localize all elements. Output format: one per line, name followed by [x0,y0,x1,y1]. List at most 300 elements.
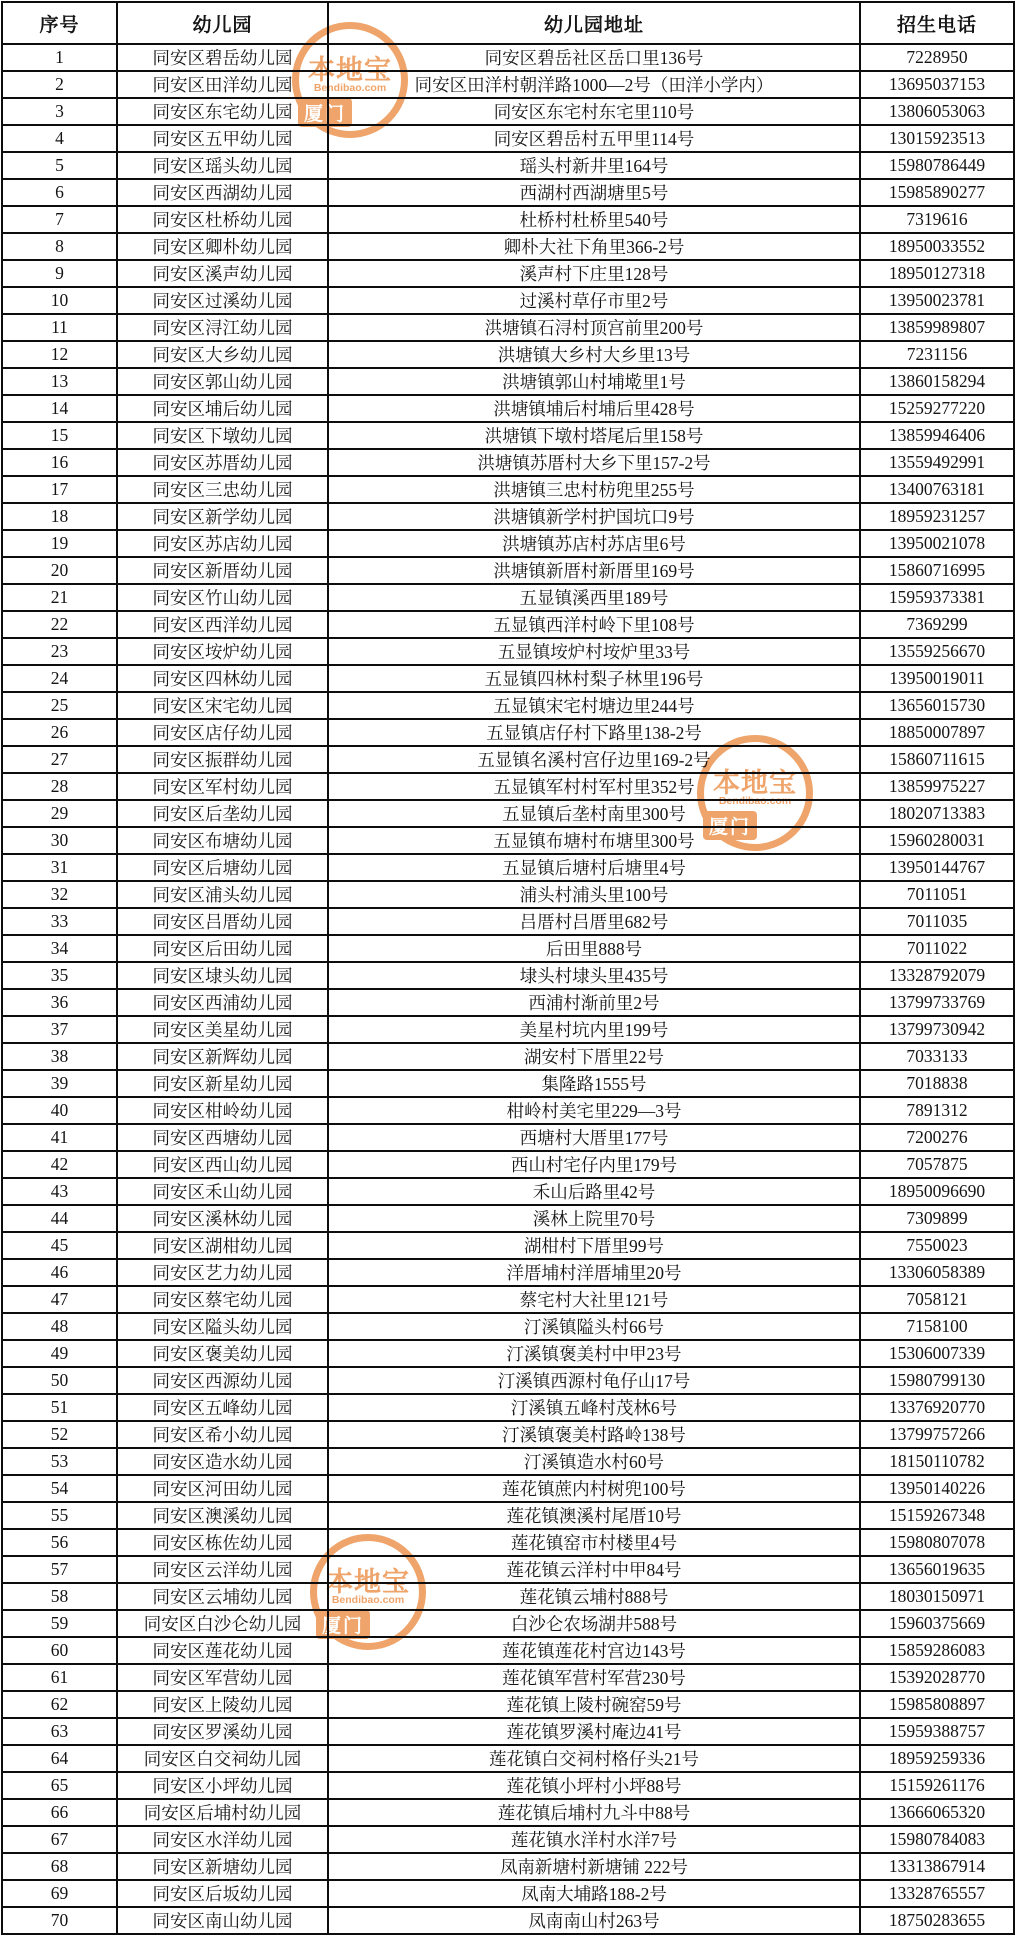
table-row [2,1556,1014,1583]
cell-name: 同安区新星幼儿园 [117,1070,328,1097]
cell-index: 60 [2,1637,117,1664]
table-row [2,1664,1014,1691]
cell-name: 同安区垵炉幼儿园 [117,638,328,665]
cell-index: 51 [2,1394,117,1421]
table-row [2,935,1014,962]
cell-index: 35 [2,962,117,989]
cell-phone: 18850007897 [860,719,1014,746]
cell-address: 莲花镇后埔村九斗中88号 [328,1799,860,1826]
cell-address: 西山村宅仔内里179号 [328,1151,860,1178]
table-row [2,611,1014,638]
cell-index: 42 [2,1151,117,1178]
cell-index: 30 [2,827,117,854]
cell-phone: 13799730942 [860,1016,1014,1043]
cell-phone: 15306007339 [860,1340,1014,1367]
cell-phone: 15985890277 [860,179,1014,206]
cell-name: 同安区蔡宅幼儿园 [117,1286,328,1313]
cell-index: 31 [2,854,117,881]
header-name: 幼儿园 [117,2,328,44]
cell-address: 汀溪镇褒美村路岭138号 [328,1421,860,1448]
cell-index: 4 [2,125,117,152]
cell-index: 28 [2,773,117,800]
cell-index: 57 [2,1556,117,1583]
table-row [2,1799,1014,1826]
cell-index: 10 [2,287,117,314]
cell-address: 蔡宅村大社里121号 [328,1286,860,1313]
watermark-title: 本地宝 [713,768,797,798]
cell-index: 36 [2,989,117,1016]
cell-phone: 15959373381 [860,584,1014,611]
cell-index: 12 [2,341,117,368]
table-row [2,854,1014,881]
cell-phone: 18959231257 [860,503,1014,530]
cell-phone: 18750283655 [860,1907,1014,1934]
cell-index: 52 [2,1421,117,1448]
cell-phone: 13799757266 [860,1421,1014,1448]
cell-address: 过溪村草仔市里2号 [328,287,860,314]
cell-phone: 7011051 [860,881,1014,908]
table-row [2,260,1014,287]
cell-address: 湖柑村下厝里99号 [328,1232,860,1259]
cell-index: 66 [2,1799,117,1826]
table-body [2,44,1014,1934]
table-row [2,1097,1014,1124]
cell-address: 西湖村西湖塘里5号 [328,179,860,206]
cell-name: 同安区三忠幼儿园 [117,476,328,503]
cell-phone: 7057875 [860,1151,1014,1178]
cell-address: 五显镇溪西里189号 [328,584,860,611]
cell-address: 莲花镇军营村军营230号 [328,1664,860,1691]
cell-name: 同安区后塘幼儿园 [117,854,328,881]
cell-index: 13 [2,368,117,395]
cell-phone: 15960280031 [860,827,1014,854]
table-row [2,1232,1014,1259]
cell-name: 同安区浦头幼儿园 [117,881,328,908]
cell-index: 49 [2,1340,117,1367]
cell-phone: 7011035 [860,908,1014,935]
cell-address: 汀溪镇褒美村中甲23号 [328,1340,860,1367]
table-row [2,719,1014,746]
table-row [2,422,1014,449]
cell-name: 同安区郭山幼儿园 [117,368,328,395]
cell-name: 同安区浔江幼儿园 [117,314,328,341]
cell-address: 白沙仑农场湖井588号 [328,1610,860,1637]
cell-name: 同安区新学幼儿园 [117,503,328,530]
cell-name: 同安区下墩幼儿园 [117,422,328,449]
cell-address: 柑岭村美宅里229—3号 [328,1097,860,1124]
cell-phone: 15960375669 [860,1610,1014,1637]
cell-address: 溪林上院里70号 [328,1205,860,1232]
cell-name: 同安区湖柑幼儿园 [117,1232,328,1259]
table-row [2,233,1014,260]
cell-name: 同安区美星幼儿园 [117,1016,328,1043]
cell-phone: 7018838 [860,1070,1014,1097]
cell-name: 同安区西洋幼儿园 [117,611,328,638]
cell-phone: 7158100 [860,1313,1014,1340]
table-row [2,692,1014,719]
watermark-city-badge: 厦门 [298,98,352,127]
cell-address: 五显镇名溪村宫仔边里169-2号 [328,746,860,773]
cell-address: 洋厝埔村洋厝埔里20号 [328,1259,860,1286]
cell-name: 同安区溪声幼儿园 [117,260,328,287]
table-row [2,1286,1014,1313]
cell-index: 22 [2,611,117,638]
table-row [2,1907,1014,1934]
cell-name: 同安区隘头幼儿园 [117,1313,328,1340]
cell-address: 莲花镇云埔村888号 [328,1583,860,1610]
cell-index: 5 [2,152,117,179]
table-row [2,449,1014,476]
cell-index: 1 [2,44,117,71]
cell-name: 同安区布塘幼儿园 [117,827,328,854]
cell-index: 64 [2,1745,117,1772]
cell-name: 同安区河田幼儿园 [117,1475,328,1502]
cell-address: 莲花镇白交祠村格仔头21号 [328,1745,860,1772]
table-row [2,1151,1014,1178]
table-row [2,179,1014,206]
watermark-title: 本地宝 [326,1567,410,1597]
cell-index: 47 [2,1286,117,1313]
cell-phone: 15980784083 [860,1826,1014,1853]
header-row [2,2,1014,44]
cell-index: 19 [2,530,117,557]
cell-phone: 15980786449 [860,152,1014,179]
table-row [2,638,1014,665]
cell-name: 同安区希小幼儿园 [117,1421,328,1448]
table-row [2,1691,1014,1718]
cell-address: 五显镇西洋村岭下里108号 [328,611,860,638]
cell-name: 同安区新厝幼儿园 [117,557,328,584]
cell-phone: 18959259336 [860,1745,1014,1772]
table-row [2,1583,1014,1610]
cell-name: 同安区西湖幼儿园 [117,179,328,206]
table-row [2,1880,1014,1907]
table-row [2,908,1014,935]
cell-name: 同安区吕厝幼儿园 [117,908,328,935]
cell-name: 同安区后田幼儿园 [117,935,328,962]
table-row [2,1340,1014,1367]
table-row [2,1070,1014,1097]
table-row [2,1502,1014,1529]
cell-index: 46 [2,1259,117,1286]
cell-phone: 18150110782 [860,1448,1014,1475]
cell-phone: 15860716995 [860,557,1014,584]
cell-address: 洪塘镇郭山村埔墘里1号 [328,368,860,395]
cell-name: 同安区后埔村幼儿园 [117,1799,328,1826]
cell-address: 洪塘镇新厝村新厝里169号 [328,557,860,584]
table-row [2,1637,1014,1664]
cell-phone: 13313867914 [860,1853,1014,1880]
cell-index: 3 [2,98,117,125]
table-row [2,1421,1014,1448]
table-row [2,962,1014,989]
cell-phone: 18020713383 [860,800,1014,827]
cell-address: 西浦村渐前里2号 [328,989,860,1016]
cell-phone: 15980807078 [860,1529,1014,1556]
cell-index: 68 [2,1853,117,1880]
cell-address: 同安区碧岳村五甲里114号 [328,125,860,152]
cell-phone: 7309899 [860,1205,1014,1232]
cell-phone: 13656019635 [860,1556,1014,1583]
cell-name: 同安区水洋幼儿园 [117,1826,328,1853]
cell-index: 6 [2,179,117,206]
cell-index: 9 [2,260,117,287]
cell-name: 同安区溪林幼儿园 [117,1205,328,1232]
cell-index: 2 [2,71,117,98]
cell-phone: 18030150971 [860,1583,1014,1610]
table-row [2,1043,1014,1070]
table-row [2,1178,1014,1205]
cell-phone: 13328765557 [860,1880,1014,1907]
cell-name: 同安区宋宅幼儿园 [117,692,328,719]
cell-address: 莲花镇窑市村楼里4号 [328,1529,860,1556]
cell-phone: 13859989807 [860,314,1014,341]
cell-name: 同安区卿朴幼儿园 [117,233,328,260]
watermark-city-badge: 厦门 [703,811,757,840]
watermark-city-badge: 厦门 [316,1610,370,1639]
table-row [2,1853,1014,1880]
cell-address: 凤南新塘村新塘铺 222号 [328,1853,860,1880]
watermark-domain: Bendibao.com [313,82,387,94]
cell-index: 18 [2,503,117,530]
cell-phone: 18950033552 [860,233,1014,260]
cell-name: 同安区四林幼儿园 [117,665,328,692]
table-row [2,584,1014,611]
cell-address: 凤南大埔路188-2号 [328,1880,860,1907]
table-row [2,827,1014,854]
cell-index: 16 [2,449,117,476]
cell-phone: 13400763181 [860,476,1014,503]
cell-phone: 15392028770 [860,1664,1014,1691]
table-row [2,1205,1014,1232]
table-row [2,341,1014,368]
cell-name: 同安区澳溪幼儿园 [117,1502,328,1529]
cell-name: 同安区竹山幼儿园 [117,584,328,611]
cell-address: 五显镇布塘村布塘里300号 [328,827,860,854]
cell-address: 洪塘镇埔后村埔后里428号 [328,395,860,422]
cell-address: 五显镇宋宅村塘边里244号 [328,692,860,719]
header-phone: 招生电话 [860,2,1014,44]
cell-phone: 13306058389 [860,1259,1014,1286]
cell-index: 63 [2,1718,117,1745]
cell-name: 同安区小坪幼儿园 [117,1772,328,1799]
cell-phone: 13950023781 [860,287,1014,314]
cell-name: 同安区西塘幼儿园 [117,1124,328,1151]
cell-index: 56 [2,1529,117,1556]
cell-address: 五显镇后塘村后塘里4号 [328,854,860,881]
cell-name: 同安区大乡幼儿园 [117,341,328,368]
cell-name: 同安区南山幼儿园 [117,1907,328,1934]
cell-phone: 15980799130 [860,1367,1014,1394]
table-row [2,1259,1014,1286]
cell-name: 同安区瑶头幼儿园 [117,152,328,179]
table-row [2,881,1014,908]
cell-address: 洪塘镇石浔村顶宫前里200号 [328,314,860,341]
cell-index: 37 [2,1016,117,1043]
cell-name: 同安区杜桥幼儿园 [117,206,328,233]
table-row [2,1826,1014,1853]
table-row [2,503,1014,530]
cell-address: 禾山后路里42号 [328,1178,860,1205]
cell-phone: 7011022 [860,935,1014,962]
cell-index: 43 [2,1178,117,1205]
cell-name: 同安区西山幼儿园 [117,1151,328,1178]
cell-address: 洪塘镇苏店村苏店里6号 [328,530,860,557]
table-row [2,1313,1014,1340]
cell-name: 同安区新塘幼儿园 [117,1853,328,1880]
cell-address: 洪塘镇三忠村枋兜里255号 [328,476,860,503]
cell-address: 汀溪镇隘头村66号 [328,1313,860,1340]
cell-phone: 13015923513 [860,125,1014,152]
cell-index: 61 [2,1664,117,1691]
cell-address: 凤南南山村263号 [328,1907,860,1934]
cell-name: 同安区白沙仑幼儿园 [117,1610,328,1637]
cell-name: 同安区五峰幼儿园 [117,1394,328,1421]
cell-address: 莲花镇水洋村水洋7号 [328,1826,860,1853]
cell-index: 7 [2,206,117,233]
cell-name: 同安区苏厝幼儿园 [117,449,328,476]
cell-index: 41 [2,1124,117,1151]
cell-address: 汀溪镇造水村60号 [328,1448,860,1475]
cell-index: 32 [2,881,117,908]
cell-index: 38 [2,1043,117,1070]
cell-address: 吕厝村吕厝里682号 [328,908,860,935]
cell-name: 同安区云洋幼儿园 [117,1556,328,1583]
cell-address: 汀溪镇五峰村茂林6号 [328,1394,860,1421]
table-header [2,2,1014,44]
cell-phone: 7369299 [860,611,1014,638]
table-row [2,395,1014,422]
cell-index: 50 [2,1367,117,1394]
table-row [2,773,1014,800]
cell-name: 同安区西浦幼儿园 [117,989,328,1016]
table-row [2,530,1014,557]
table-row [2,1124,1014,1151]
cell-phone: 7891312 [860,1097,1014,1124]
cell-address: 五显镇垵炉村垵炉里33号 [328,638,860,665]
cell-index: 55 [2,1502,117,1529]
cell-index: 34 [2,935,117,962]
cell-phone: 15859286083 [860,1637,1014,1664]
cell-index: 45 [2,1232,117,1259]
cell-phone: 13559492991 [860,449,1014,476]
cell-index: 69 [2,1880,117,1907]
cell-phone: 13950021078 [860,530,1014,557]
cell-name: 同安区店仔幼儿园 [117,719,328,746]
cell-address: 五显镇店仔村下路里138-2号 [328,719,860,746]
cell-name: 同安区栋佐幼儿园 [117,1529,328,1556]
cell-address: 莲花镇澳溪村尾厝10号 [328,1502,860,1529]
table-row [2,152,1014,179]
cell-address: 浦头村浦头里100号 [328,881,860,908]
cell-phone: 13656015730 [860,692,1014,719]
cell-index: 67 [2,1826,117,1853]
cell-phone: 7231156 [860,341,1014,368]
cell-index: 70 [2,1907,117,1934]
watermark-domain: Bendibao.com [331,1594,405,1606]
cell-address: 五显镇四林村梨子林里196号 [328,665,860,692]
table-row [2,287,1014,314]
cell-address: 洪塘镇下墩村塔尾后里158号 [328,422,860,449]
cell-phone: 15159261176 [860,1772,1014,1799]
header-address: 幼儿园地址 [328,2,860,44]
cell-address: 溪声村下庄里128号 [328,260,860,287]
cell-address: 湖安村下厝里22号 [328,1043,860,1070]
table-row [2,368,1014,395]
table-row [2,476,1014,503]
cell-address: 莲花镇罗溪村庵边41号 [328,1718,860,1745]
cell-phone: 7228950 [860,44,1014,71]
cell-index: 24 [2,665,117,692]
cell-address: 莲花镇小坪村小坪88号 [328,1772,860,1799]
cell-index: 15 [2,422,117,449]
watermark-domain: Bendibao.com [718,795,792,807]
cell-phone: 13666065320 [860,1799,1014,1826]
table-row [2,44,1014,71]
cell-address: 同安区东宅村东宅里110号 [328,98,860,125]
cell-phone: 13950140226 [860,1475,1014,1502]
cell-index: 14 [2,395,117,422]
cell-address: 西塘村大厝里177号 [328,1124,860,1151]
cell-name: 同安区后坂幼儿园 [117,1880,328,1907]
cell-address: 莲花镇莲花村宫边143号 [328,1637,860,1664]
cell-name: 同安区过溪幼儿园 [117,287,328,314]
header-index: 序号 [2,2,117,44]
cell-phone: 13328792079 [860,962,1014,989]
cell-address: 同安区田洋村朝洋路1000—2号（田洋小学内） [328,71,860,98]
kindergarten-table [1,1,1015,1935]
table-row [2,1367,1014,1394]
cell-name: 同安区后垄幼儿园 [117,800,328,827]
cell-phone: 15159267348 [860,1502,1014,1529]
cell-index: 62 [2,1691,117,1718]
cell-name: 同安区云埔幼儿园 [117,1583,328,1610]
cell-index: 27 [2,746,117,773]
cell-address: 五显镇军村村军村里352号 [328,773,860,800]
cell-name: 同安区禾山幼儿园 [117,1178,328,1205]
cell-index: 54 [2,1475,117,1502]
cell-name: 同安区白交祠幼儿园 [117,1745,328,1772]
cell-index: 29 [2,800,117,827]
cell-phone: 13859946406 [860,422,1014,449]
cell-address: 瑶头村新井里164号 [328,152,860,179]
cell-phone: 18950096690 [860,1178,1014,1205]
watermark-title: 本地宝 [308,55,392,85]
table-row [2,1610,1014,1637]
cell-name: 同安区军村幼儿园 [117,773,328,800]
cell-name: 同安区新辉幼儿园 [117,1043,328,1070]
cell-name: 同安区上陵幼儿园 [117,1691,328,1718]
cell-index: 17 [2,476,117,503]
cell-phone: 13950144767 [860,854,1014,881]
cell-index: 40 [2,1097,117,1124]
cell-address: 集隆路1555号 [328,1070,860,1097]
table-row [2,125,1014,152]
cell-phone: 18950127318 [860,260,1014,287]
table-row [2,314,1014,341]
cell-index: 11 [2,314,117,341]
cell-address: 洪塘镇大乡村大乡里13号 [328,341,860,368]
cell-name: 同安区苏店幼儿园 [117,530,328,557]
cell-phone: 13376920770 [860,1394,1014,1421]
cell-phone: 7319616 [860,206,1014,233]
cell-address: 埭头村埭头里435号 [328,962,860,989]
table-row [2,1016,1014,1043]
table-row [2,206,1014,233]
cell-name: 同安区罗溪幼儿园 [117,1718,328,1745]
cell-name: 同安区埭头幼儿园 [117,962,328,989]
table-row [2,1475,1014,1502]
